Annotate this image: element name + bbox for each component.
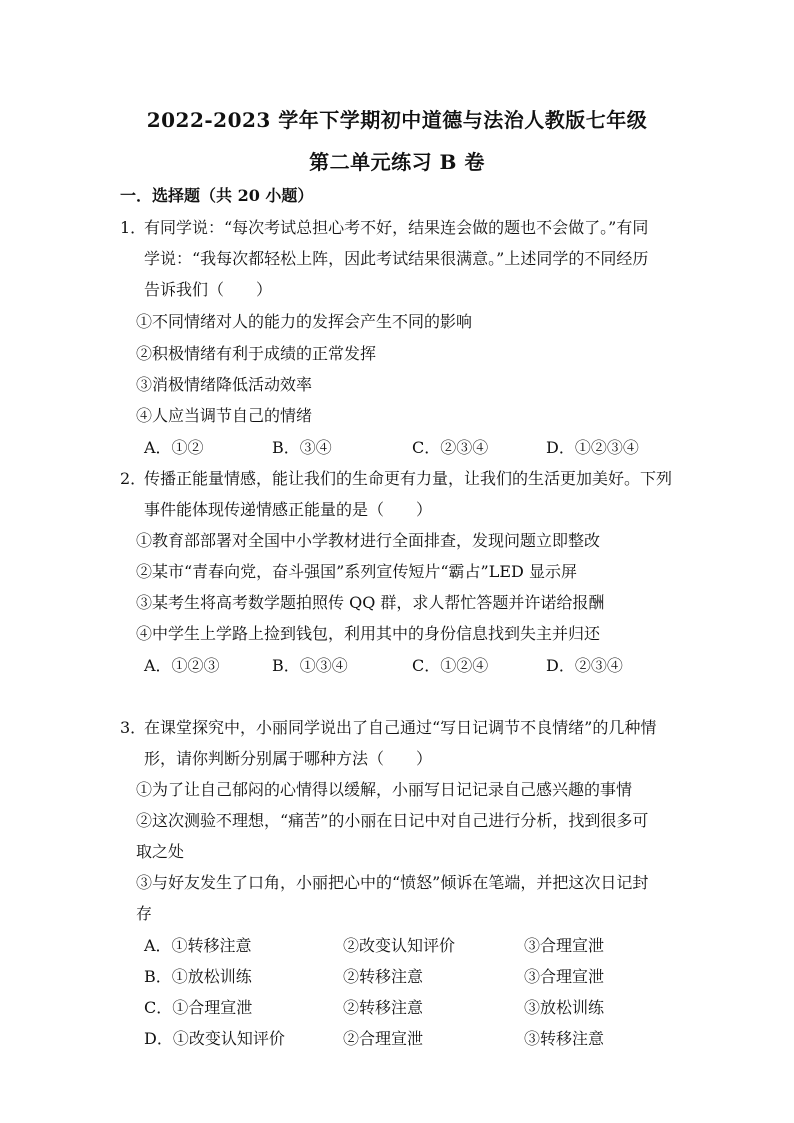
answer-option-b-part-3: ③合理宣泄	[524, 967, 605, 986]
answer-option-b-part-2: ②转移注意	[343, 967, 424, 986]
answer-option-c-part-2: ②转移注意	[343, 998, 424, 1017]
answer-option-a[interactable]: A．①②	[144, 438, 204, 457]
statement-item: ②某市“青春向党，奋斗强国”系列宣传短片“霸占”LED 显示屏	[136, 562, 577, 581]
page-subtitle: 第二单元练习 B 卷	[309, 150, 485, 174]
answer-option-a-part-3: ③合理宣泄	[524, 936, 605, 955]
question-text-line: 事件能体现传递情感正能量的是（ ）	[144, 500, 433, 519]
answer-option-d-part-3: ③转移注意	[524, 1029, 605, 1048]
answer-option-a[interactable]: A．①②③	[144, 656, 220, 675]
statement-item: ③某考生将高考数学题拍照传 QQ 群，求人帮忙答题并许诺给报酬	[136, 593, 605, 612]
answer-option-c[interactable]: C．①②④	[412, 656, 489, 675]
answer-option-b[interactable]: B．③④	[272, 438, 332, 457]
answer-option-d-part-2: ②合理宣泄	[343, 1029, 424, 1048]
statement-item: ②积极情绪有利于成绩的正常发挥	[136, 344, 377, 363]
answer-option-c[interactable]: C．①合理宣泄	[144, 998, 253, 1017]
statement-item: ④人应当调节自己的情绪	[136, 406, 313, 425]
answer-option-b[interactable]: B．①③④	[272, 656, 348, 675]
answer-option-d[interactable]: D．②③④	[546, 656, 623, 675]
statement-item: ③消极情绪降低活动效率	[136, 375, 313, 394]
statement-item: ①不同情绪对人的能力的发挥会产生不同的影响	[136, 312, 473, 331]
answer-option-a-part-2: ②改变认知评价	[343, 936, 456, 955]
statement-item: ④中学生上学路上捡到钱包，利用其中的身份信息找到失主并归还	[136, 624, 601, 643]
statement-item: 存	[136, 904, 153, 923]
question-text-line: 传播正能量情感，能让我们的生命更有力量，让我们的生活更加美好。下列	[144, 469, 673, 488]
statement-item: ①教育部部署对全国中小学教材进行全面排查，发现问题立即整改	[136, 531, 601, 550]
section-heading: 一．选择题（共 20 小题）	[120, 186, 314, 205]
question-text-line: 告诉我们（ ）	[144, 280, 273, 299]
statement-item: 取之处	[136, 842, 185, 861]
answer-option-b[interactable]: B．①放松训练	[144, 967, 252, 986]
statement-item: ③与好友发生了口角，小丽把心中的“愤怒”倾诉在笔端，并把这次日记封	[136, 873, 649, 892]
question-text-line: 形，请你判断分别属于哪种方法（ ）	[144, 749, 433, 768]
answer-option-d[interactable]: D．①改变认知评价	[144, 1029, 285, 1048]
question-number: 3．	[120, 718, 147, 737]
statement-item: ②这次测验不理想，“痛苦”的小丽在日记中对自己进行分析，找到很多可	[136, 811, 649, 830]
question-text-line: 在课堂探究中，小丽同学说出了自己通过“写日记调节不良情绪”的几种情	[144, 718, 657, 737]
question-text-line: 有同学说：“每次考试总担心考不好，结果连会做的题也不会做了。”有同	[144, 218, 649, 237]
page-title: 2022-2023 学年下学期初中道德与法治人教版七年级	[146, 108, 648, 132]
answer-option-a[interactable]: A．①转移注意	[144, 936, 252, 955]
question-number: 1．	[120, 218, 147, 237]
answer-option-c-part-3: ③放松训练	[524, 998, 605, 1017]
answer-option-d[interactable]: D．①②③④	[546, 438, 639, 457]
question-text-line: 学说：“我每次都轻松上阵，因此考试结果很满意。”上述同学的不同经历	[144, 249, 649, 268]
statement-item: ①为了让自己郁闷的心情得以缓解，小丽写日记记录自己感兴趣的事情	[136, 780, 633, 799]
answer-option-c[interactable]: C．②③④	[412, 438, 489, 457]
question-number: 2．	[120, 469, 147, 488]
